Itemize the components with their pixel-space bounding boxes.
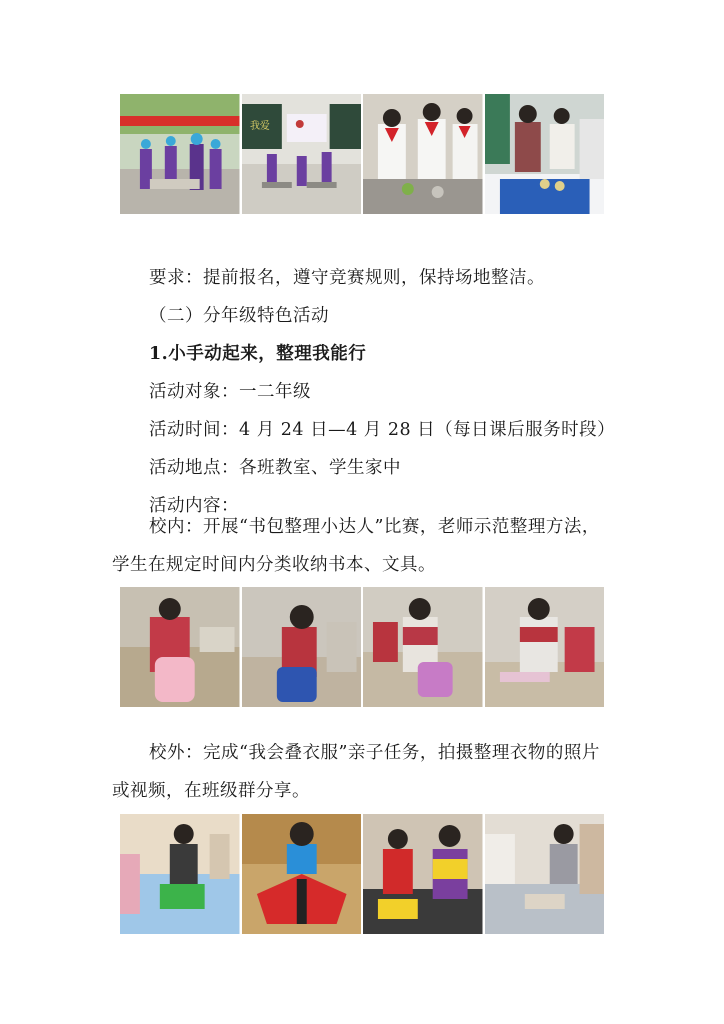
section-heading: （二）分年级特色活动 <box>149 305 329 326</box>
photo-classroom-activity <box>242 94 362 214</box>
requirement-text: 要求：提前报名，遵守竞赛规则，保持场地整洁。 <box>149 267 545 288</box>
photo-row-1 <box>120 94 604 214</box>
photo-student-packing-supplies <box>363 587 483 707</box>
svg-text:我爱: 我爱 <box>249 120 270 133</box>
activity-title: 1.小手动起来，整理我能行 <box>149 343 367 364</box>
photo-children-folding-together <box>363 814 483 934</box>
photo-student-packing-backpack <box>120 587 240 707</box>
photo-girl-folding-on-bed <box>485 814 605 934</box>
photo-child-folding-clothes-bed <box>120 814 240 934</box>
activity-time: 活动时间：4 月 24 日—4 月 28 日（每日课后服务时段） <box>149 419 616 440</box>
photo-row-2 <box>120 587 604 707</box>
activity-target: 活动对象：一二年级 <box>149 381 311 402</box>
activity-content-label: 活动内容： <box>149 495 239 516</box>
photo-students-preparing-food <box>485 94 605 214</box>
out-school-text: 校外：完成“我会叠衣服”亲子任务，拍摄整理衣物的照片或视频，在班级群分享。 <box>112 743 600 801</box>
in-school-text: 校内：开展“书包整理小达人”比赛，老师示范整理方法，学生在规定时间内分类收纳书本、文具。 <box>112 517 600 575</box>
photo-student-organizing-bag <box>242 587 362 707</box>
photo-students-cooking <box>363 94 483 214</box>
photo-row-3 <box>120 814 604 934</box>
photo-student-arranging-desk <box>485 587 605 707</box>
photo-boy-folding-red-jacket <box>242 814 362 934</box>
photo-cooking-competition <box>120 94 240 214</box>
activity-location: 活动地点：各班教室、学生家中 <box>149 457 401 478</box>
